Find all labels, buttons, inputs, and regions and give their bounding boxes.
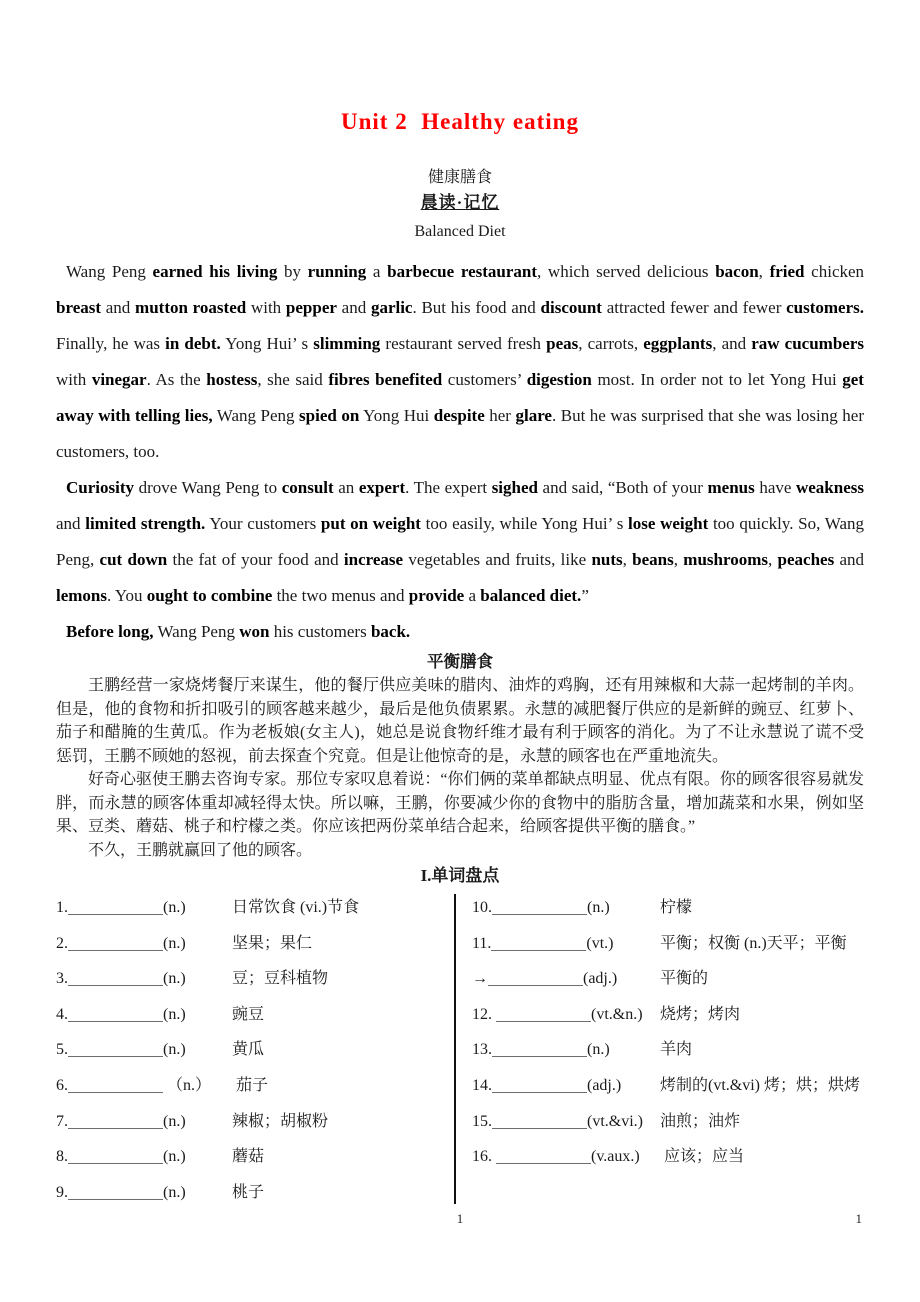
word-item: [472, 1139, 864, 1175]
fill-blank: [68, 933, 163, 951]
definition: 烤制的(vt.&vi) 烤；烘；烘烤: [660, 1076, 860, 1094]
definition: 柠檬: [660, 899, 693, 916]
word-item: [472, 1068, 864, 1104]
part-of-speech: (n.): [163, 1183, 186, 1201]
part-of-speech: (vt.&n.): [591, 1005, 643, 1023]
item-number: 12.: [472, 1005, 496, 1023]
item-number: 8.: [56, 1148, 68, 1166]
item-number: 16.: [472, 1148, 496, 1166]
word-term: [472, 997, 652, 1033]
english-paragraph-2: Curiosity drove Wang Peng to consult an expert. The expert sighed and said, “Both of your menus have weakness and limited strength. Your customers put on weight too easily, while Yong Hui’ s lose weight too quickly. So, Wang Peng, cut down the fat of your food and increase vegetables and fruits, like nuts, beans, mushrooms, peaches and lemons. You ought to combine the two menus and provide a balanced diet.”: [56, 478, 865, 605]
definition: 油煎；油炸: [660, 1112, 741, 1130]
fill-blank: [68, 1182, 163, 1200]
page-title: Unit 2 Healthy eating: [341, 109, 579, 134]
part-of-speech: (vt.&vi.): [587, 1112, 643, 1130]
definition: 豆；豆科植物: [232, 970, 329, 988]
fill-blank: [491, 933, 586, 951]
word-item-derived: [472, 961, 864, 997]
english-paragraph-3: Before long, Wang Peng won his customers back.: [66, 622, 411, 641]
word-check-heading: I.单词盘点: [420, 866, 500, 885]
morning-reading-heading: 晨读·记忆: [420, 193, 500, 212]
word-item: [56, 1032, 454, 1068]
part-of-speech: (adj.): [583, 970, 618, 988]
word-term: [56, 1139, 224, 1175]
word-term: [56, 961, 224, 997]
item-number: 10.: [472, 899, 492, 916]
chinese-paragraph-3: 不久，王鹏就赢回了他的顾客。: [88, 841, 313, 859]
definition: 辣椒；胡椒粉: [232, 1112, 329, 1130]
item-number: 4.: [56, 1005, 68, 1023]
part-of-speech: (adj.): [587, 1076, 622, 1094]
definition: 应该；应当: [660, 1148, 745, 1166]
subtitle-cn: 健康膳食: [427, 169, 492, 186]
fill-blank: [492, 897, 587, 915]
word-list: [56, 890, 864, 1210]
word-item: [472, 1032, 864, 1068]
chinese-paragraph-1: 王鹏经营一家烧烤餐厅来谋生，他的餐厅供应美味的腊肉、油炸的鸡胸，还有用辣椒和大蒜一起烤制的羊肉。但是，他的食物和折扣吸引的顾客越来越少，最后是他负债累累。永慧的减肥餐厅供应的是新鲜的豌豆、红萝卜、茄子和醋腌的生黄瓜。作为老板娘(女主人)，她总是说食物纤维才最有利于顾客的消化。为了不让永慧说了谎不受惩罚，王鹏不顾她的怒视，前去探查个究竟。但是让他惊奇的是，永慧的顾客也在严重地流失。: [56, 677, 864, 765]
fill-blank: [492, 1075, 587, 1093]
part-of-speech: (n.): [163, 1112, 186, 1130]
fill-blank: [68, 897, 163, 915]
english-paragraph-1: Wang Peng earned his living by running a barbecue restaurant, which served delicious bacon, fried chicken breast and mutton roasted with pepper and garlic. But his food and discount attracted fewer and fewer customers. Finally, he was in debt. Yong Hui’ s slimming restaurant served fresh peas, carrots, eggplants, and raw cucumbers with vinegar. As the hostess, she said fibres benefited customers’ digestion most. In order not to let Yong Hui get away with telling lies, Wang Peng spied on Yong Hui despite her glare. But he was surprised that she was losing her customers, too.: [56, 262, 865, 461]
item-number: 11.: [472, 934, 492, 952]
fill-blank: [68, 968, 163, 986]
definition: 平衡的: [660, 970, 709, 988]
part-of-speech: (n.): [587, 1041, 610, 1059]
definition: 豌豆: [232, 1005, 265, 1023]
word-item: [56, 997, 454, 1033]
fill-blank: [492, 1040, 587, 1058]
fill-blank: [488, 968, 583, 986]
page-number-center: 1: [456, 1211, 464, 1227]
definition: 蘑菇: [232, 1148, 265, 1166]
item-number: 3.: [56, 970, 68, 988]
item-number: 1.: [56, 899, 68, 916]
page-footer: [56, 1210, 864, 1230]
word-term: [472, 1032, 652, 1068]
fill-blank: [492, 1111, 587, 1129]
item-number: 13.: [472, 1041, 492, 1059]
chinese-paragraph-2: 好奇心驱使王鹏去咨询专家。那位专家叹息着说：“你们俩的菜单都缺点明显、优点有限。你的顾客很容易就发胖，而永慧的顾客体重却减轻得太快。所以嘛，王鹏，你要减少你的食物中的脂肪含量，增加蔬菜和水果，例如坚果、豆类、蘑菇、桃子和柠檬之类。你应该把两份菜单结合起来，给顾客提供平衡的膳食。”: [56, 771, 864, 835]
item-number: 5.: [56, 1041, 68, 1059]
fill-blank: [496, 1146, 591, 1164]
part-of-speech: (n.): [163, 1148, 186, 1166]
fill-blank: [68, 1075, 163, 1093]
word-term: [472, 890, 652, 926]
word-item: [56, 1175, 454, 1211]
word-list-right-column: [456, 890, 864, 1210]
english-passage: [56, 254, 864, 650]
definition: 茄子: [232, 1076, 269, 1094]
word-term: [56, 1068, 224, 1104]
word-term: [472, 1104, 652, 1140]
part-of-speech: (n.): [163, 1041, 186, 1059]
balanced-diet-en-heading: Balanced Diet: [414, 223, 506, 240]
part-of-speech: (vt.): [586, 934, 614, 952]
part-of-speech: （n.）: [163, 1076, 212, 1094]
balanced-diet-cn-heading: 平衡膳食: [427, 652, 493, 671]
word-item: [56, 890, 454, 926]
definition: 平衡；权衡 (n.)天平；平衡: [660, 934, 847, 952]
part-of-speech: (n.): [163, 934, 186, 952]
fill-blank: [68, 1111, 163, 1129]
word-term: [472, 1139, 652, 1175]
definition: 黄瓜: [232, 1041, 265, 1059]
definition: 羊肉: [660, 1041, 693, 1059]
arrow-icon: →: [472, 970, 488, 988]
word-term: [472, 961, 652, 997]
word-term: [56, 926, 224, 962]
word-item: [56, 1104, 454, 1140]
word-item: [472, 890, 864, 926]
part-of-speech: (n.): [163, 899, 186, 916]
word-item: [56, 926, 454, 962]
word-item: [56, 1139, 454, 1175]
definition: 桃子: [232, 1183, 265, 1201]
definition: 烧烤；烤肉: [660, 1005, 741, 1023]
word-item: [472, 997, 864, 1033]
fill-blank: [68, 1004, 163, 1022]
word-item: [56, 1068, 454, 1104]
word-term: [56, 1104, 224, 1140]
part-of-speech: (v.aux.): [591, 1148, 640, 1166]
definition: 日常饮食 (vi.)节食: [232, 899, 360, 916]
item-number: 14.: [472, 1076, 492, 1094]
word-item: [56, 961, 454, 997]
word-term: [472, 1068, 652, 1104]
item-number: 6.: [56, 1076, 68, 1094]
part-of-speech: (n.): [163, 970, 186, 988]
fill-blank: [68, 1146, 163, 1164]
part-of-speech: (n.): [163, 1005, 186, 1023]
fill-blank: [68, 1040, 163, 1058]
item-number: 9.: [56, 1183, 68, 1201]
fill-blank: [496, 1004, 591, 1022]
word-term: [56, 1175, 224, 1211]
item-number: 15.: [472, 1112, 492, 1130]
part-of-speech: (n.): [587, 899, 610, 916]
word-term: [56, 997, 224, 1033]
word-term: [56, 1032, 224, 1068]
word-item: [472, 926, 864, 962]
chinese-passage: [56, 674, 864, 862]
word-item: [472, 1104, 864, 1140]
word-list-left-column: [56, 890, 454, 1210]
definition: 坚果；果仁: [232, 934, 313, 952]
item-number: 7.: [56, 1112, 68, 1130]
page-number-right: 1: [855, 1211, 862, 1227]
word-term: [56, 890, 224, 926]
word-term: [472, 926, 652, 962]
item-number: 2.: [56, 934, 68, 952]
